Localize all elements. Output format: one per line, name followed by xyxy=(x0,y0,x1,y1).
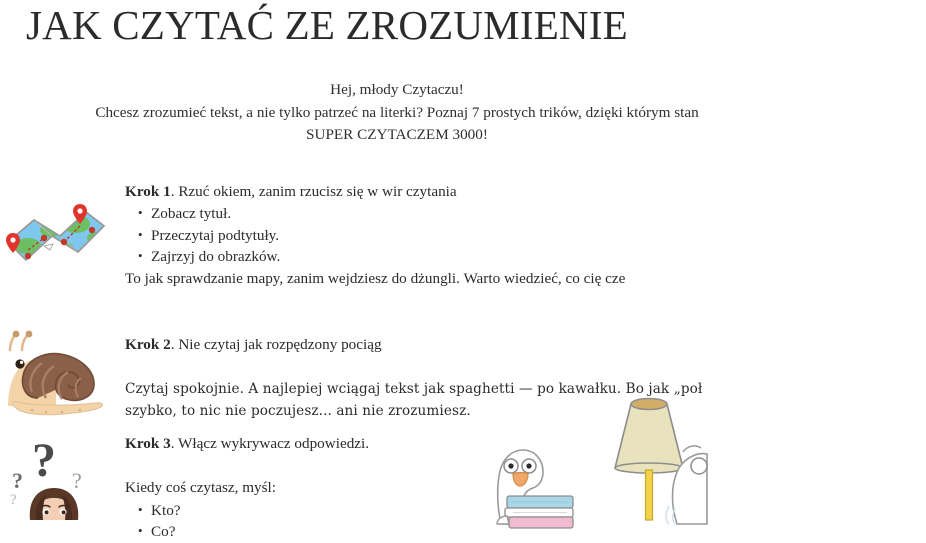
snail-icon xyxy=(2,330,114,422)
step-3-subheading: Kiedy coś czytasz, myśl: xyxy=(125,479,276,496)
step-1-tail-text: To jak sprawdzanie mapy, zanim wejdziesz do dżungli. Warto wiedzieć, co cię cze xyxy=(125,269,626,287)
intro-line-1: Hej, młody Czytaczu! xyxy=(330,81,464,98)
intro-line-2: Chcesz zrozumieć tekst, a nie tylko patrzeć na literki? Poznaj 7 prostych trików, dzięki którym stan xyxy=(95,103,699,121)
step-2-heading xyxy=(125,334,885,355)
question-mark-medium: ? xyxy=(12,468,23,493)
step-3-heading-rest: . Włącz wykrywacz odpowiedzi. xyxy=(170,435,370,452)
step-1-bullet-list xyxy=(125,203,885,268)
question-mark-large: ? xyxy=(32,434,56,487)
question-mark-medium: ? xyxy=(72,468,82,493)
goose-with-books-illustration xyxy=(477,436,573,524)
list-item: • Co? xyxy=(151,521,885,543)
folded-map-icon xyxy=(4,186,108,278)
intro-line-3: SUPER CZYTACZEM 3000! xyxy=(306,126,488,143)
goose-icon xyxy=(663,432,707,524)
step-1-heading-rest: . Rzuć okiem, zanim rzucisz się w wir czytania xyxy=(170,183,457,200)
list-item: • Zobacz tytuł. xyxy=(151,203,885,225)
girl-avatar xyxy=(30,488,79,520)
step-1-block xyxy=(125,181,885,289)
list-item: • Zajrzyj do obrazków. xyxy=(151,246,885,268)
book-stack-icon xyxy=(505,496,573,528)
list-item: • Przeczytaj podtytuły. xyxy=(151,225,885,247)
folded-map-illustration xyxy=(4,186,108,278)
list-item: • Kto? xyxy=(151,500,885,522)
page-title: JAK CZYTAĆ ZE ZROZUMIENIE xyxy=(26,2,628,48)
step-1-heading xyxy=(125,181,885,202)
step-2-body xyxy=(125,378,870,422)
thinking-girl-illustration xyxy=(6,432,114,520)
question-mark-small: ? xyxy=(10,492,17,508)
goose-icon xyxy=(477,436,573,524)
step-2-body-line-2: szybko, to nic nie poczujesz... ani nie zrozumiesz. xyxy=(125,403,471,419)
step-2-number: Krok 2 xyxy=(125,336,171,353)
question-marks-icon xyxy=(6,432,114,520)
step-3-number: Krok 3 xyxy=(125,435,171,452)
step-2-body-line-1: Czytaj spokojnie. A najlepiej wciągaj tekst jak spaghetti — po kawałku. Bo jak „poł xyxy=(125,381,703,397)
step-2-heading-rest: . Nie czytaj jak rozpędzony pociąg xyxy=(170,336,382,353)
step-1-number: Krok 1 xyxy=(125,183,171,200)
snail-illustration xyxy=(2,330,114,422)
intro-paragraph xyxy=(0,79,794,147)
second-goose-illustration xyxy=(663,432,707,524)
step-2-block xyxy=(125,334,885,422)
